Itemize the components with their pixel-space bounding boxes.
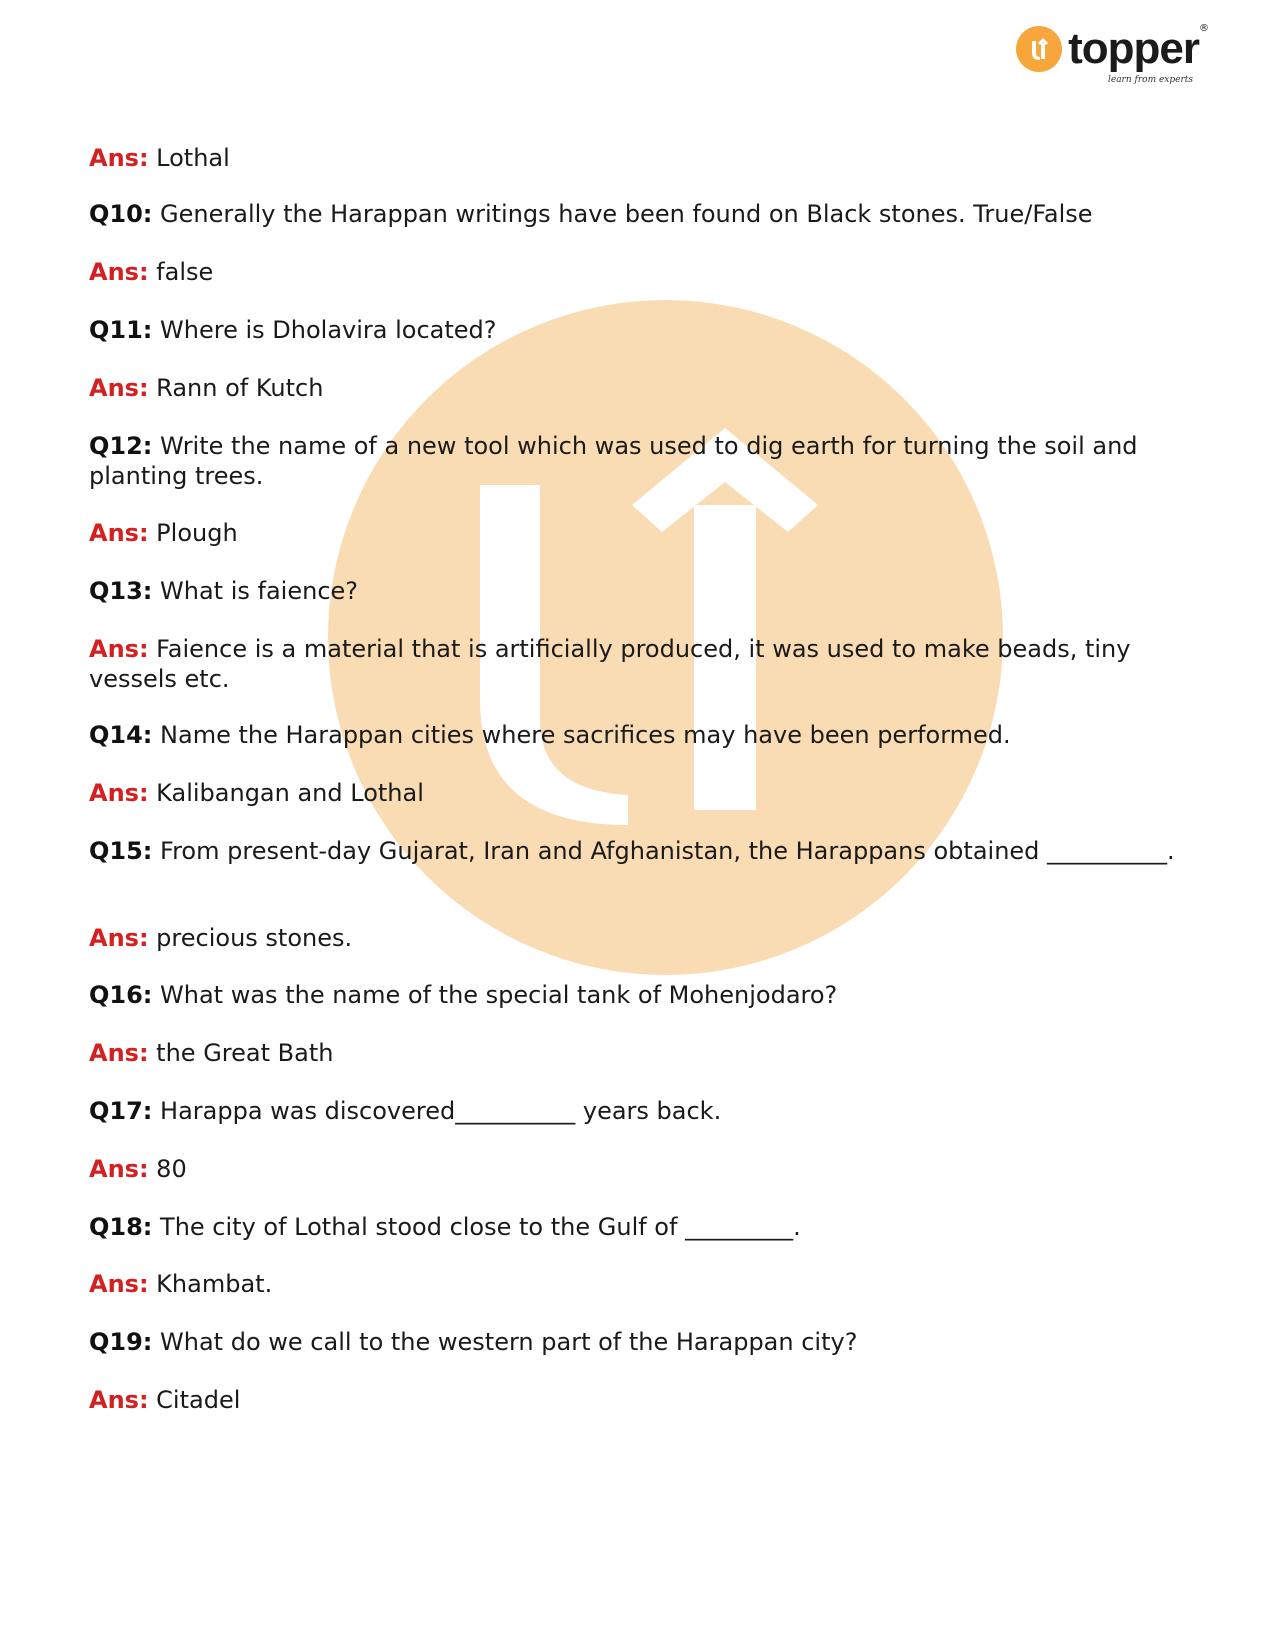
question xyxy=(89,199,1199,229)
brand-tagline: learn from experts xyxy=(1107,75,1193,85)
answer-label: Ans: xyxy=(89,374,149,402)
answer-label: Ans: xyxy=(89,1039,149,1067)
brand-name: topper xyxy=(1068,24,1199,73)
answer-label: Ans: xyxy=(89,924,149,952)
answer-text: Citadel xyxy=(148,1386,241,1414)
question-label: Q16: xyxy=(89,981,153,1009)
question-text: What is faience? xyxy=(152,577,359,605)
question-text: Harappa was discovered__________ years back. xyxy=(152,1097,722,1125)
question-text: What was the name of the special tank of Mohenjodaro? xyxy=(152,981,838,1009)
answer-label: Ans: xyxy=(89,144,149,172)
question-label: Q12: xyxy=(89,432,153,460)
answer xyxy=(89,1385,1199,1415)
answer-text: Lothal xyxy=(148,144,230,172)
question xyxy=(89,431,1199,491)
question-label: Q11: xyxy=(89,316,153,344)
answer-label: Ans: xyxy=(89,1270,149,1298)
answer-text: false xyxy=(148,258,214,286)
answer xyxy=(89,923,1199,953)
question xyxy=(89,1096,1199,1126)
question xyxy=(89,1327,1199,1357)
answer-label: Ans: xyxy=(89,519,149,547)
answer xyxy=(89,257,1199,287)
question xyxy=(89,576,1199,606)
answer xyxy=(89,1154,1199,1184)
question-text: Name the Harappan cities where sacrifices may have been performed. xyxy=(152,721,1011,749)
question xyxy=(89,720,1199,750)
answer-text: the Great Bath xyxy=(148,1039,334,1067)
question-label: Q19: xyxy=(89,1328,153,1356)
registered-mark: ® xyxy=(1199,23,1209,34)
answer xyxy=(89,634,1199,694)
question-text: Write the name of a new tool which was used to dig earth for turning the soil and planting trees. xyxy=(89,432,1138,490)
question-text: What do we call to the western part of the Harappan city? xyxy=(152,1328,858,1356)
question-label: Q14: xyxy=(89,721,153,749)
question-text: From present-day Gujarat, Iran and Afghanistan, the Harappans obtained __________. xyxy=(152,837,1175,865)
answer-label: Ans: xyxy=(89,635,149,663)
question xyxy=(89,980,1199,1010)
question xyxy=(89,315,1199,345)
answer xyxy=(89,518,1199,548)
answer xyxy=(89,1038,1199,1068)
answer-text: Faience is a material that is artificially produced, it was used to make beads, tiny vessels etc. xyxy=(89,635,1131,693)
question-text: Generally the Harappan writings have been found on Black stones. True/False xyxy=(152,200,1093,228)
answer xyxy=(89,143,1199,173)
question-label: Q18: xyxy=(89,1213,153,1241)
question-text: Where is Dholavira located? xyxy=(152,316,497,344)
answer-label: Ans: xyxy=(89,779,149,807)
question-label: Q15: xyxy=(89,837,153,865)
answer-text: Khambat. xyxy=(148,1270,273,1298)
question xyxy=(89,836,1199,866)
answer-label: Ans: xyxy=(89,1155,149,1183)
answer-label: Ans: xyxy=(89,258,149,286)
answer-text: Rann of Kutch xyxy=(148,374,324,402)
answer-label: Ans: xyxy=(89,1386,149,1414)
answer xyxy=(89,373,1199,403)
answer-text: Kalibangan and Lothal xyxy=(148,779,424,807)
answer xyxy=(89,1269,1199,1299)
answer-text: Plough xyxy=(148,519,238,547)
answer-text: 80 xyxy=(148,1155,187,1183)
answer-text: precious stones. xyxy=(148,924,353,952)
question-label: Q17: xyxy=(89,1097,153,1125)
brand-logo xyxy=(1016,23,1209,85)
answer xyxy=(89,778,1199,808)
question-label: Q13: xyxy=(89,577,153,605)
question-label: Q10: xyxy=(89,200,153,228)
question-text: The city of Lothal stood close to the Gulf of _________. xyxy=(152,1213,801,1241)
question xyxy=(89,1212,1199,1242)
brand-mark-icon xyxy=(1016,26,1062,72)
